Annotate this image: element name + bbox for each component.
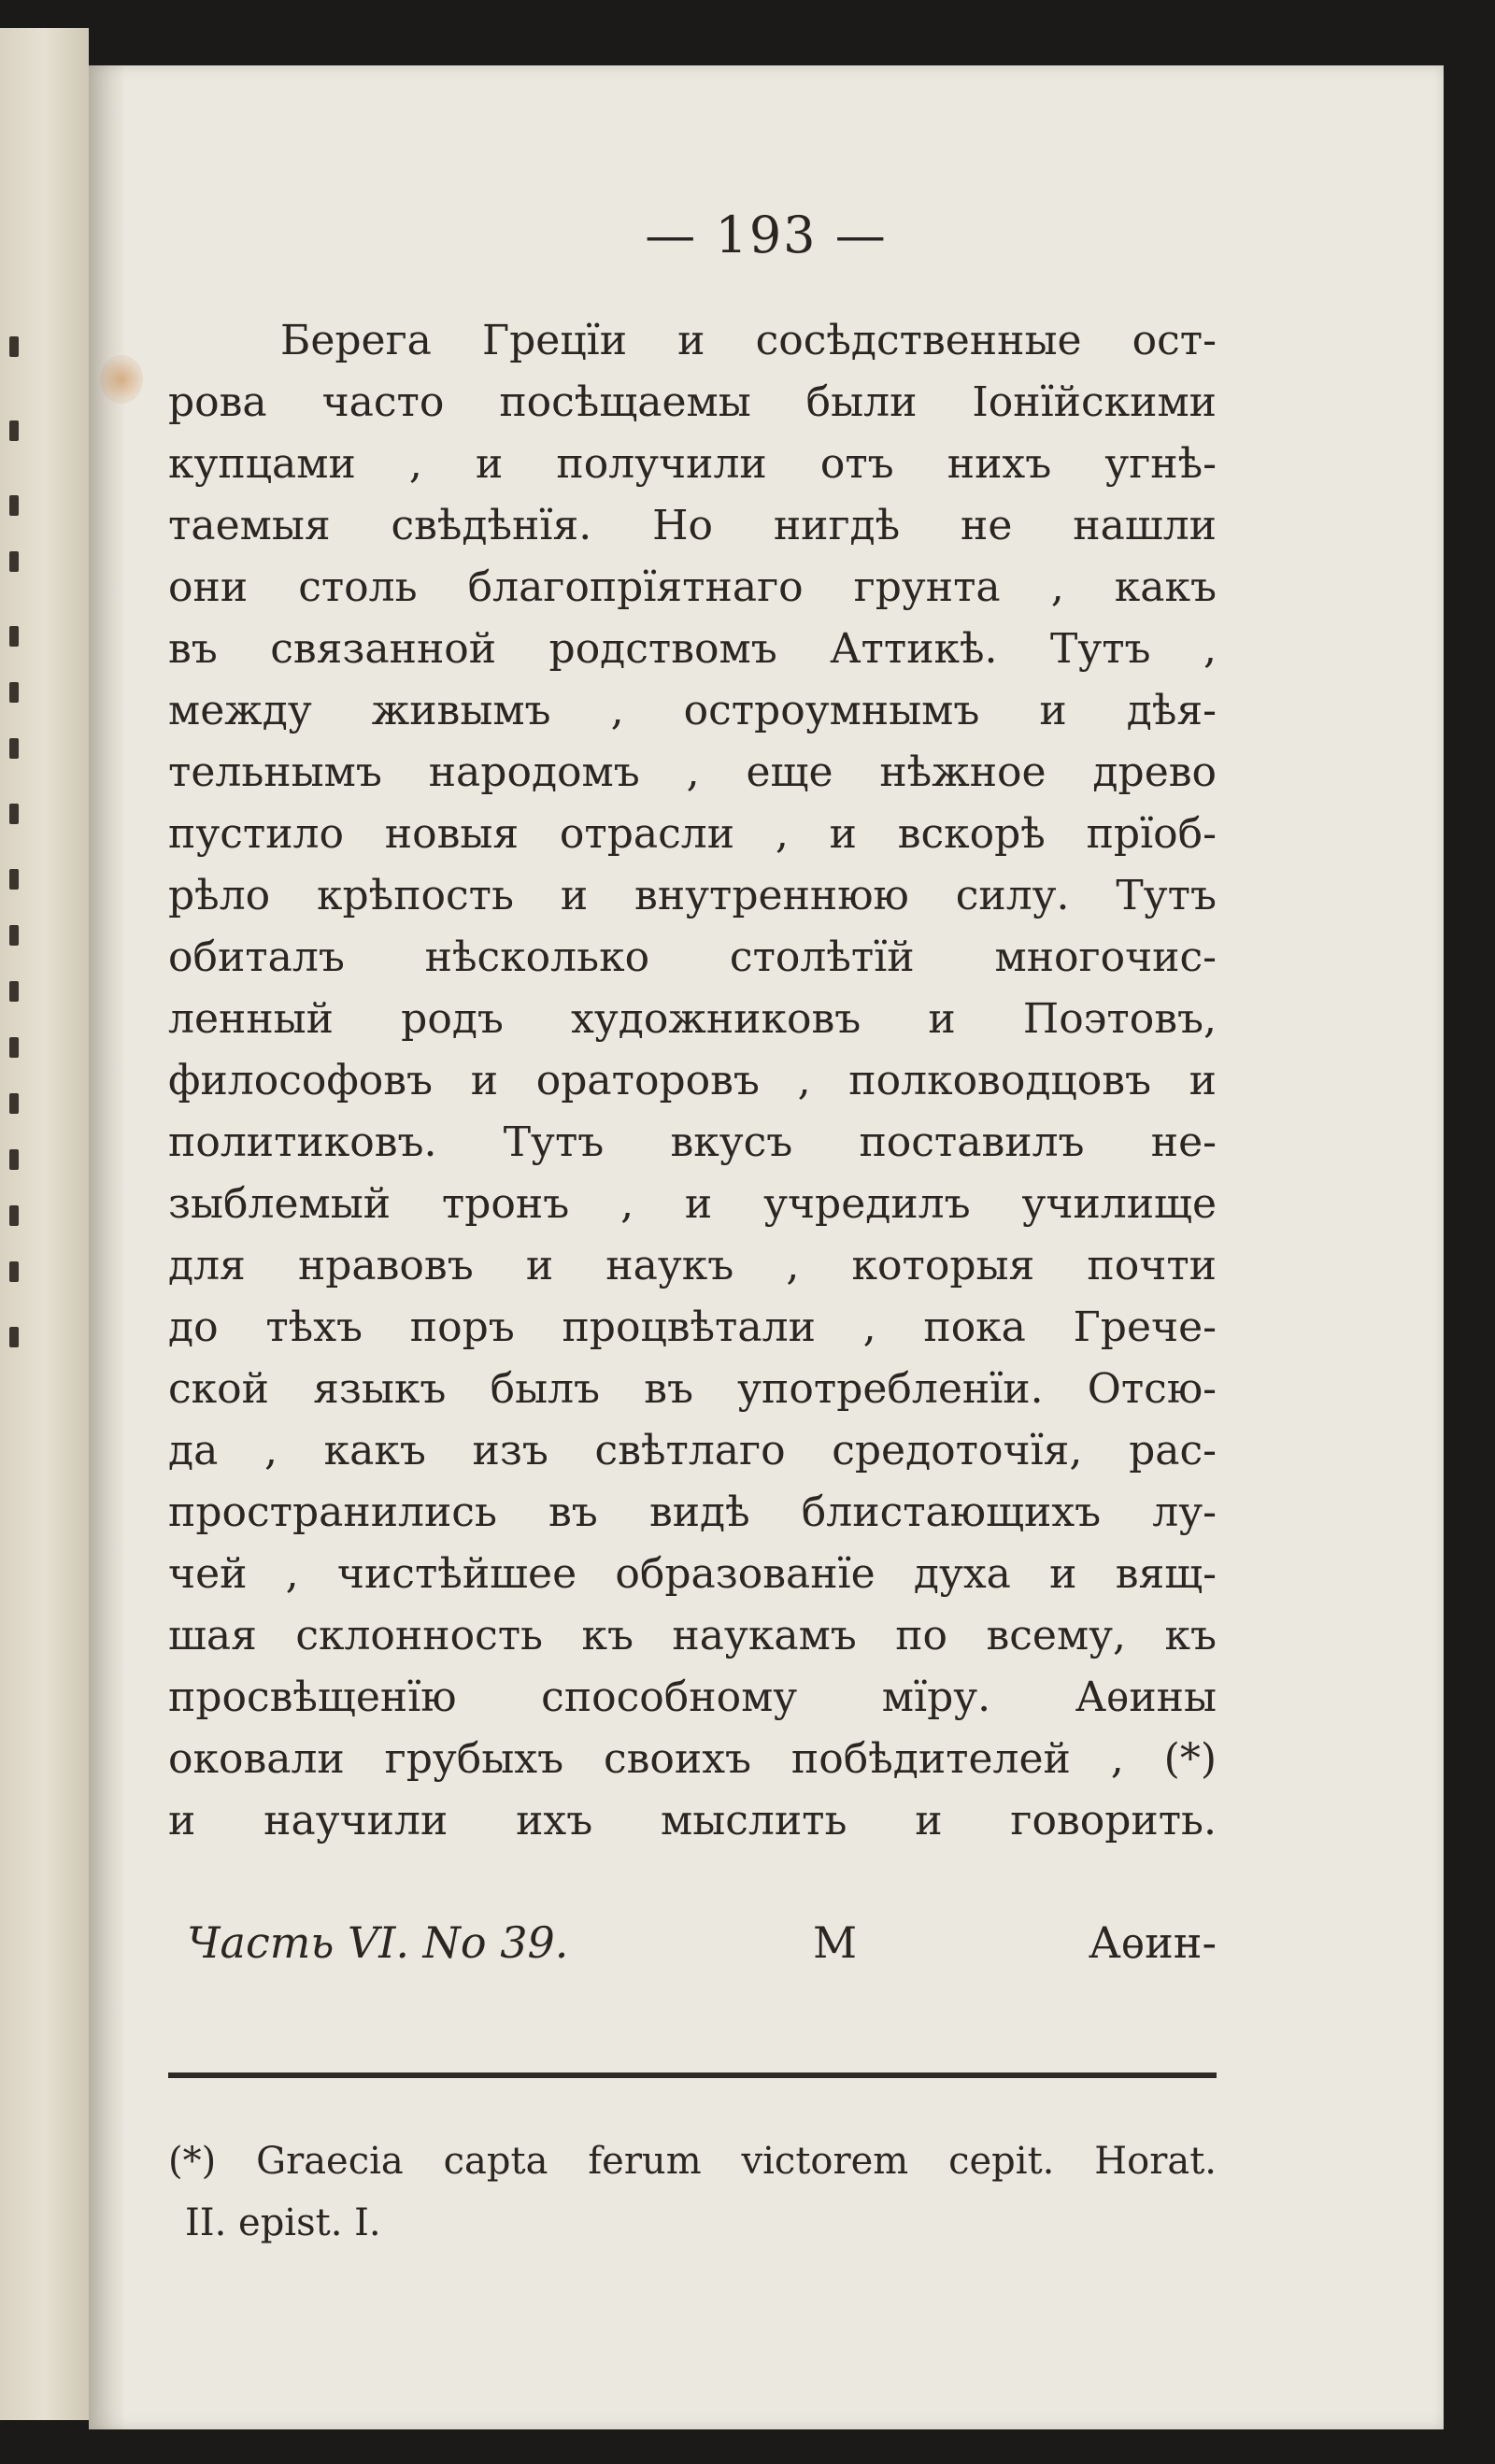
previous-page-glyph <box>9 981 19 1002</box>
book-page <box>89 65 1444 2429</box>
previous-page-glyph <box>9 1261 19 1282</box>
text-line: зыблемый тронъ , и учредилъ училище <box>168 1180 1217 1228</box>
text-line: политиковъ. Тутъ вкусъ поставилъ не- <box>168 1118 1217 1166</box>
previous-page-glyph <box>9 336 19 357</box>
signature-line <box>168 1917 1217 1983</box>
text-line: купцами , и получили отъ нихъ угнѣ- <box>168 440 1217 488</box>
text-line: тельнымъ народомъ , еще нѣжное древо <box>168 748 1217 796</box>
footnote-line: II. epist. I. <box>185 2201 381 2244</box>
previous-page-glyph <box>9 1327 19 1347</box>
previous-page-glyph <box>9 551 19 572</box>
text-line: обиталъ нѣсколько столѣтїй многочис- <box>168 933 1217 981</box>
body-text <box>168 310 1217 1852</box>
signature-mark: M <box>813 1917 858 1968</box>
text-line: философовъ и ораторовъ , полководцовъ и <box>168 1057 1217 1104</box>
text-line: пустило новыя отрасли , и вскорѣ прїоб- <box>168 810 1217 858</box>
text-line: просвѣщенїю способному мїру. Аѳины <box>168 1674 1217 1721</box>
previous-page-glyph <box>9 738 19 759</box>
spine-shadow <box>89 65 126 2429</box>
previous-page-edge <box>0 28 89 2420</box>
previous-page-glyph <box>9 1149 19 1170</box>
previous-page-glyph <box>9 626 19 647</box>
footnote <box>168 2130 1217 2254</box>
footnote-line: (*) Graecia capta ferum victorem cepit. Horat. <box>168 2140 1217 2183</box>
previous-page-glyph <box>9 495 19 516</box>
page-number: — 193 — <box>645 206 888 264</box>
previous-page-glyph <box>9 804 19 824</box>
previous-page-glyph <box>9 682 19 703</box>
text-line: и научили ихъ мыслить и говорить. <box>168 1797 1217 1844</box>
text-line: Берега Грецїи и сосѣдственные ост- <box>280 317 1217 364</box>
previous-page-glyph <box>9 1093 19 1114</box>
previous-page-glyph <box>9 925 19 946</box>
foxing-stain <box>100 355 143 404</box>
previous-page-glyph <box>9 1205 19 1226</box>
text-line: ской языкъ былъ въ употребленїи. Отсю- <box>168 1365 1217 1413</box>
text-line: рѣло крѣпость и внутреннюю силу. Тутъ <box>168 872 1217 919</box>
text-line: да , какъ изъ свѣтлаго средоточїя, рас- <box>168 1427 1217 1474</box>
previous-page-glyph <box>9 869 19 890</box>
text-line: для нравовъ и наукъ , которыя почти <box>168 1242 1217 1289</box>
text-line: рова часто посѣщаемы были Iонїйскими <box>168 378 1217 426</box>
footnote-rule <box>168 2072 1217 2078</box>
text-line: до тѣхъ поръ процвѣтали , пока Грече- <box>168 1303 1217 1351</box>
catchword: Аѳин- <box>1088 1917 1217 1968</box>
previous-page-glyph <box>9 420 19 441</box>
text-line: въ связанной родствомъ Аттикѣ. Тутъ , <box>168 625 1217 673</box>
previous-page-glyph <box>9 1037 19 1058</box>
text-line: оковали грубыхъ своихъ побѣдителей , (*) <box>168 1735 1217 1783</box>
text-line: они столь благопрїятнаго грунта , какъ <box>168 563 1217 611</box>
text-line: пространились въ видѣ блистающихъ лу- <box>168 1488 1217 1536</box>
text-line: таемыя свѣдѣнїя. Но нигдѣ не нашли <box>168 502 1217 549</box>
text-line: между живымъ , остроумнымъ и дѣя- <box>168 687 1217 734</box>
text-line: чей , чистѣйшее образованїе духа и вящ- <box>168 1550 1217 1598</box>
text-line: шая склонность къ наукамъ по всему, къ <box>168 1612 1217 1659</box>
text-line: ленный родъ художниковъ и Поэтовъ, <box>168 995 1217 1043</box>
part-label: Часть VI. No 39. <box>187 1917 569 1968</box>
